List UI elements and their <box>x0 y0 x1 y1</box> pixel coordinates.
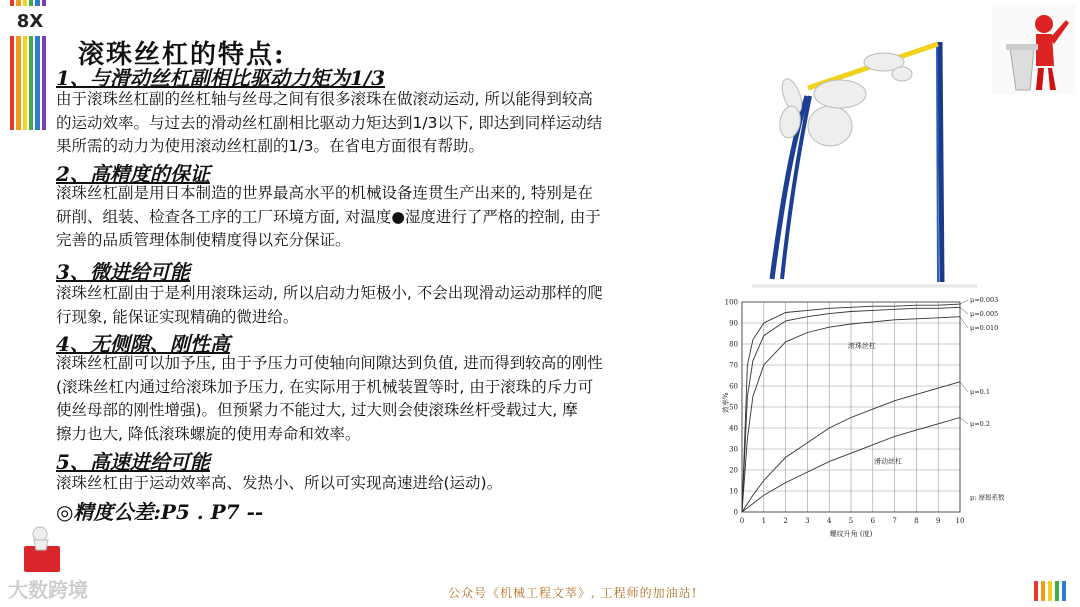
series-label: μ=0.005 <box>970 310 999 318</box>
high-bar-figure-image <box>752 34 977 289</box>
x-axis-label: 螺纹升角 (度) <box>829 530 873 538</box>
footer-caption: 公众号《机械工程文萃》, 工程师的加油站! <box>448 586 698 600</box>
y-tick-label: 30 <box>729 445 738 454</box>
page-title: 滚珠丝杠的特点: <box>78 40 286 70</box>
y-tick-label: 0 <box>733 508 738 517</box>
series-leader-line <box>960 317 968 328</box>
y-tick-label: 50 <box>729 403 738 412</box>
section-text-2: 滚珠丝杠副是用日本制造的世界最高水平的机械设备连贯生产出来的, 特别是在 研削、组装、检查各工序的工厂环境方面, 对温度●湿度进行了严格的控制, 由于 完善的品质管理体制使精度得以充分保证。 <box>56 184 601 249</box>
y-tick-label: 60 <box>729 382 738 391</box>
section-text-5: 滚珠丝杠由于运动效率高、发热小、所以可实现高速进给(运动)。 <box>56 474 503 492</box>
y-tick-label: 100 <box>724 298 738 307</box>
series-leader-line <box>960 307 968 314</box>
speaker-figure-image <box>992 4 1076 94</box>
section-heading-4: 4、无侧隙、刚性高 <box>56 332 230 356</box>
y-tick-label: 80 <box>729 340 738 349</box>
x-tick-label: 2 <box>783 517 788 525</box>
x-tick-label: 3 <box>805 517 810 525</box>
y-tick-label: 70 <box>729 361 738 370</box>
precision-note: ◎精度公差:P5 . P7 -- <box>56 500 264 524</box>
efficiency-chart <box>720 292 1080 556</box>
series-leader-line <box>960 382 968 392</box>
series-leader-line <box>960 300 968 304</box>
x-tick-label: 10 <box>955 517 965 525</box>
annotation-ball-screw: 滚珠丝杠 <box>847 342 876 351</box>
y-tick-label: 90 <box>729 319 738 328</box>
section-text-3: 滚珠丝杠副由于是利用滚珠运动, 所以启动力矩极小, 不会出现滑动运动那样的爬 行现象, 能保证实现精确的微进给。 <box>56 284 603 326</box>
x-tick-label: 1 <box>761 517 767 525</box>
section-heading-1: 1、与滑动丝杠副相比驱动力矩为1/3 <box>56 66 386 90</box>
x-tick-label: 8 <box>914 517 919 525</box>
x-tick-label: 9 <box>935 517 941 525</box>
color-bars <box>1034 581 1066 601</box>
x-tick-label: 7 <box>892 517 897 525</box>
annotation-friction: μ: 摩擦系数 <box>970 493 1005 502</box>
lifting-figure-image <box>20 524 64 574</box>
brand-logo: 8X <box>4 6 56 36</box>
x-tick-label: 5 <box>848 517 854 525</box>
section-heading-2: 2、高精度的保证 <box>56 162 210 186</box>
section-heading-5: 5、高速进给可能 <box>56 450 210 474</box>
series-label: μ=0.003 <box>970 296 999 304</box>
y-tick-label: 40 <box>729 424 738 433</box>
x-tick-label: 6 <box>870 517 876 525</box>
x-tick-label: 0 <box>739 517 745 525</box>
annotation-slide-screw: 滑动丝杠 <box>874 457 903 466</box>
section-heading-3: 3、微进给可能 <box>56 260 190 284</box>
series-leader-line <box>960 418 968 425</box>
watermark: 大数跨境 <box>8 578 88 602</box>
y-tick-label: 10 <box>729 487 738 496</box>
y-tick-label: 20 <box>729 466 738 475</box>
section-text-4: 滚珠丝杠副可以加予压, 由于予压力可使轴向间隙达到负值, 进而得到较高的刚性 (滚珠丝杠内通过给滚珠加予压力, 在实际用于机械装置等时, 由于滚珠的斥力可 使丝母部的刚性增强)。但预紧力不能过大, 过大则会使滚珠丝杆受载过大, 摩 擦力也大, 降低滚珠螺旋的使用寿命和效率。 <box>56 354 603 443</box>
series-label: μ=0.1 <box>970 388 991 396</box>
series-label: μ=0.2 <box>970 420 991 428</box>
y-axis-label: 效率% <box>722 392 730 414</box>
x-tick-label: 4 <box>826 517 832 525</box>
section-text-1: 由于滚珠丝杠副的丝杠轴与丝母之间有很多滚珠在做滚动运动, 所以能得到较高 的运动效率。与过去的滑动丝杠副相比驱动力矩达到1/3以下, 即达到同样运动结 果所需的动力为使用滚动丝杠副的1/3。在省电方面很有帮助。 <box>56 90 603 155</box>
series-label: μ=0.010 <box>970 324 999 332</box>
